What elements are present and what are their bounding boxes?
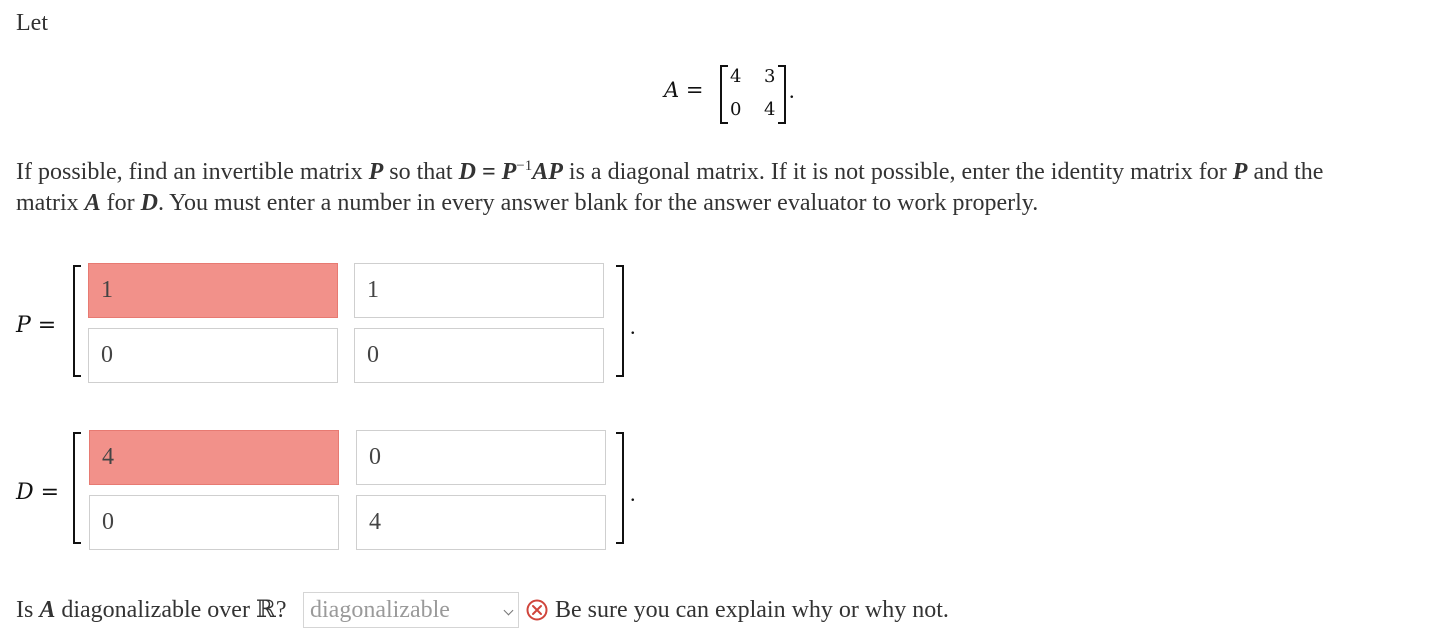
matrix-a-label: A = bbox=[664, 78, 704, 102]
matrix-a-cell: 4 bbox=[764, 99, 776, 120]
intro-let: Let bbox=[16, 10, 48, 36]
matrix-p-entry-r1c2[interactable] bbox=[354, 263, 604, 318]
matrix-d-entry-r1c1[interactable] bbox=[89, 430, 339, 485]
matrix-d-entry-r2c2[interactable] bbox=[356, 495, 606, 550]
matrix-p-entry-r2c1[interactable] bbox=[88, 328, 338, 383]
matrix-a-left-bracket bbox=[720, 65, 728, 124]
diagonalizable-select-value: diagonalizable bbox=[310, 597, 450, 623]
diagonalizable-question: Is A diagonalizable over ℝ? bbox=[16, 597, 287, 623]
matrix-d-left-bracket bbox=[73, 432, 81, 544]
matrix-a-right-bracket bbox=[778, 65, 786, 124]
matrix-a-cell: 0 bbox=[730, 99, 742, 120]
error-x-circle-icon bbox=[526, 599, 548, 621]
matrix-d-entry-r1c2[interactable] bbox=[356, 430, 606, 485]
matrix-d-label: D = bbox=[16, 480, 60, 505]
diagonalizable-select[interactable] bbox=[303, 592, 519, 628]
instructions-line-1: If possible, find an invertible matrix P so that $D = P^{-1}AP$ is a diagonal matrix. If it is not possible, enter the identity matrix for P and the bbox=[16, 158, 1324, 185]
matrix-d-period: . bbox=[630, 481, 636, 506]
feedback-text: Be sure you can explain why or why not. bbox=[555, 597, 949, 623]
matrix-p-entry-r2c2[interactable] bbox=[354, 328, 604, 383]
matrix-p-right-bracket bbox=[616, 265, 624, 377]
matrix-d-right-bracket bbox=[616, 432, 624, 544]
matrix-p-entry-r1c1[interactable] bbox=[88, 263, 338, 318]
matrix-p-period: . bbox=[630, 314, 636, 339]
matrix-a-cell: 4 bbox=[730, 66, 742, 87]
matrix-d-entry-r2c1[interactable] bbox=[89, 495, 339, 550]
chevron-down-icon bbox=[504, 606, 514, 616]
instructions-line-2: matrix A for D. You must enter a number in every answer blank for the answer evaluator to work properly. bbox=[16, 190, 1039, 216]
matrix-p-label: P = bbox=[16, 313, 57, 338]
matrix-a-period: . bbox=[789, 78, 795, 103]
matrix-p-left-bracket bbox=[73, 265, 81, 377]
matrix-a-cell: 3 bbox=[764, 66, 776, 87]
